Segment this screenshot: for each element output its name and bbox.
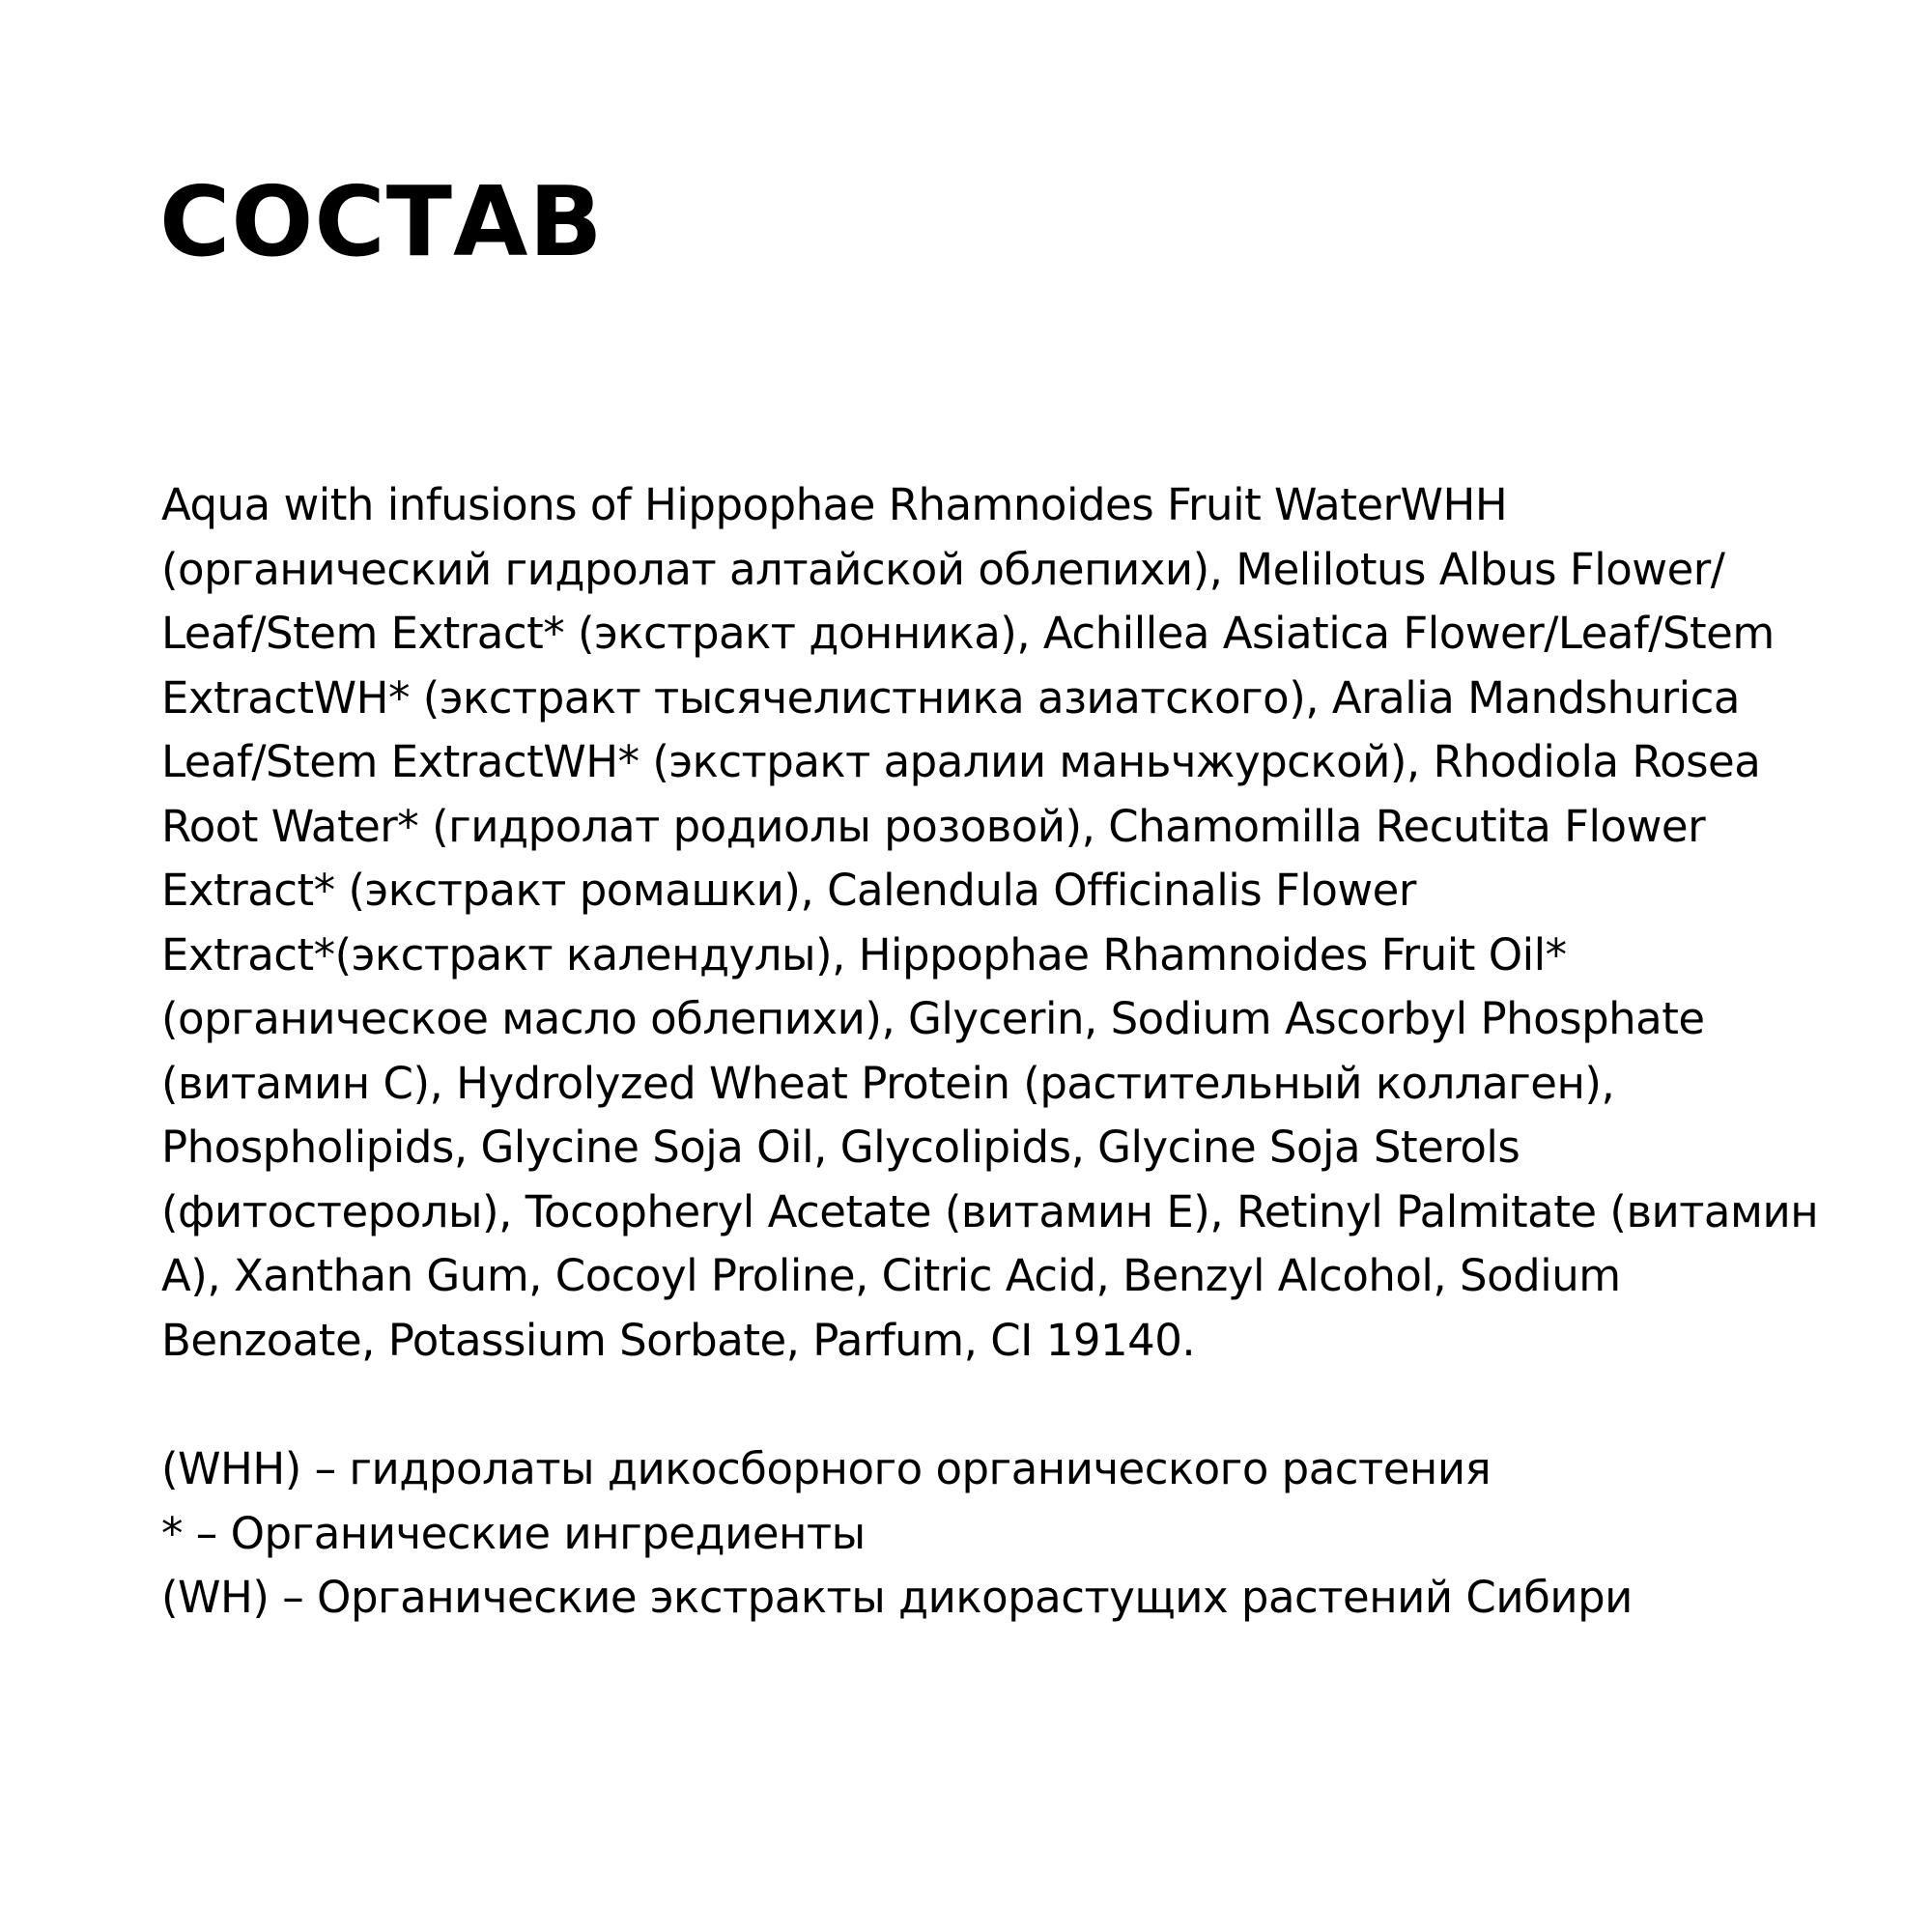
- legend-line-whh: (WHH) – гидролаты дикосборного органического растения: [161, 1443, 1492, 1494]
- ingredients-line: Aqua with infusions of Hippophae Rhamnoides Fruit WaterWHH: [161, 479, 1508, 530]
- ingredients-line: Benzoate, Potassium Sorbate, Parfum, CI 19140.: [161, 1314, 1196, 1366]
- ingredients-line: Leaf/Stem Extract* (экстракт донника), Achillea Asiatica Flower/Leaf/Stem: [161, 608, 1775, 659]
- ingredients-line: Extract* (экстракт ромашки), Calendula Officinalis Flower: [161, 865, 1416, 916]
- legend: [161, 1437, 1823, 1631]
- ingredients-line: Extract*(экстракт календулы), Hippophae Rhamnoides Fruit Oil*: [161, 928, 1567, 980]
- ingredients-list: [161, 473, 1823, 1373]
- legend-line-wh: (WH) – Органические экстракты дикорастущих растений Сибири: [161, 1572, 1633, 1623]
- ingredients-line: (витамин C), Hydrolyzed Wheat Protein (растительный коллаген),: [161, 1057, 1615, 1109]
- ingredients-line: (фитостеролы), Tocopheryl Acetate (витамин E), Retinyl Palmitate (витамин: [161, 1185, 1819, 1237]
- page-title: СОСТАВ: [159, 165, 604, 278]
- ingredients-line: A), Xanthan Gum, Cocoyl Proline, Citric Acid, Benzyl Alcohol, Sodium: [161, 1250, 1621, 1301]
- legend-line-organic: * – Органические ингредиенты: [161, 1507, 866, 1559]
- ingredients-line: ExtractWH* (экстракт тысячелистника азиатского), Aralia Mandshurica: [161, 671, 1740, 724]
- ingredients-line: Leaf/Stem ExtractWH* (экстракт аралии маньчжурской), Rhodiola Rosea: [161, 736, 1761, 787]
- ingredients-line: (органическое масло облепихи), Glycerin, Sodium Ascorbyl Phosphate: [161, 993, 1705, 1044]
- ingredients-line: Phospholipids, Glycine Soja Oil, Glycolipids, Glycine Soja Sterols: [161, 1122, 1520, 1173]
- ingredients-line: Root Water* (гидролат родиолы розовой), Chamomilla Recutita Flower: [161, 800, 1706, 852]
- ingredients-line: (органический гидролат алтайской облепихи), Melilotus Albus Flower/: [161, 543, 1725, 595]
